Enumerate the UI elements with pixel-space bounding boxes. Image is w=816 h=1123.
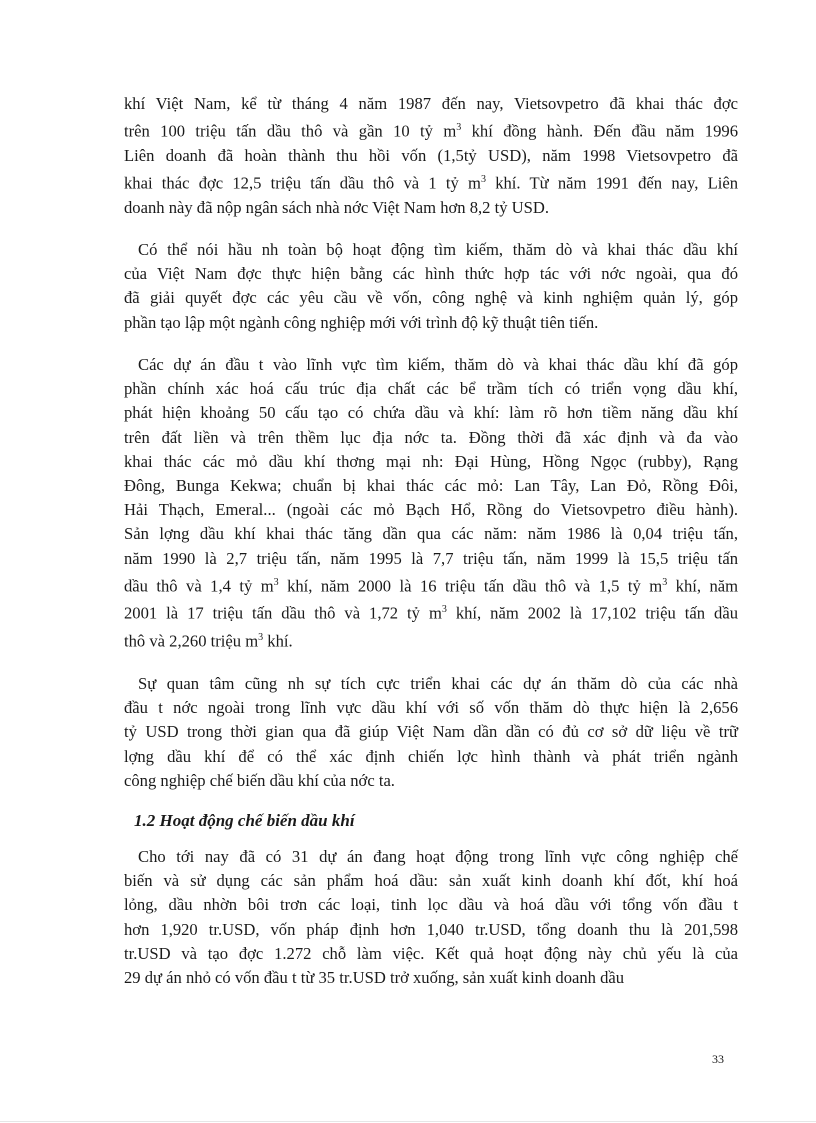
text-line: Có thể nói hầu nh toàn bộ hoạt động tìm kiếm, thăm dò và khai thác dầu khí xyxy=(138,240,738,260)
text-line: Cho tới nay đã có 31 dự án đang hoạt động trong lĩnh vực công nghiệp chế xyxy=(138,846,738,866)
text-line: đã giải quyết đợc các yêu cầu về vốn, công nghệ và kinh nghiệm quản lý, góp xyxy=(124,288,738,308)
text-line: Hải Thạch, Emeral... (ngoài các mỏ Bạch Hổ, Rồng do Vietsovpetro điều hành). xyxy=(124,500,738,520)
text-line: Liên doanh đã hoàn thành thu hồi vốn (1,5tỷ USD), năm 1998 Vietsovpetro đã xyxy=(124,145,738,165)
paragraph xyxy=(124,238,738,335)
text-line: khai thác các mỏ dầu khí thơng mại nh: Đại Hùng, Hồng Ngọc (rubby), Rạng xyxy=(124,451,738,471)
text-line: 29 dự án nhỏ có vốn đầu t từ 35 tr.USD trở xuống, sản xuất kinh doanh dầu xyxy=(124,967,625,987)
text-line: trên đất liền và trên thềm lục địa nớc ta. Đồng thời đã xác định và đa vào xyxy=(124,427,738,447)
text-line: năm 1990 là 2,7 triệu tấn, năm 1995 là 7,7 triệu tấn, năm 1999 là 15,5 triệu tấn xyxy=(124,548,738,568)
text-line: phần tạo lập một ngành công nghiệp mới với trình độ kỹ thuật tiên tiến. xyxy=(124,312,599,332)
text-line: công nghiệp chế biến dầu khí của nớc ta. xyxy=(124,770,395,790)
text-line: Đông, Bunga Kekwa; chuẩn bị khai thác các mỏ: Lan Tây, Lan Đỏ, Rồng Đôi, xyxy=(124,475,738,495)
document-body xyxy=(124,92,738,1008)
text-line: tr.USD và tạo đợc 1.272 chỗ làm việc. Kết quả hoạt động này chủ yếu là của xyxy=(124,943,738,963)
text-line: lỏng, dầu nhờn bôi trơn các loại, tinh lọc dầu và hoá dầu với tổng vốn đầu t xyxy=(124,895,738,915)
paragraph xyxy=(124,353,738,654)
text-line: phát hiện khoảng 50 cấu tạo có chứa dầu và khí: làm rõ hơn tiềm năng dầu khí xyxy=(124,403,738,423)
text-line: phần chính xác hoá cấu trúc địa chất các bể trầm tích có triển vọng dầu khí, xyxy=(124,379,738,399)
page-number: 33 xyxy=(712,1052,724,1066)
text-line: lợng dầu khí để có thể xác định chiến lợc hình thành và phát triển ngành xyxy=(124,746,738,766)
text-line: khai thác đợc 12,5 triệu tấn dầu thô và 1 tỷ $m^3$ khí. Từ năm 1991 đến nay, Liên xyxy=(124,173,738,193)
text-line: hơn 1,920 tr.USD, vốn pháp định hơn 1,040 tr.USD, tổng doanh thu là 201,598 xyxy=(124,919,738,939)
text-line: Sự quan tâm cũng nh sự tích cực triển khai các dự án thăm dò của các nhà xyxy=(138,673,738,693)
paragraph xyxy=(124,92,738,220)
text-line: dầu thô và 1,4 tỷ $m^3$ khí, năm 2000 là 16 triệu tấn dầu thô và 1,5 tỷ $m^3$ khí, năm xyxy=(124,576,739,596)
paragraph xyxy=(124,672,738,793)
text-line: doanh này đã nộp ngân sách nhà nớc Việt Nam hơn 8,2 tỷ USD. xyxy=(124,197,550,217)
text-line: biến và sử dụng các sản phẩm hoá dầu: sản xuất kinh doanh khí đốt, khí hoá xyxy=(124,871,738,891)
text-line: khí Việt Nam, kể từ tháng 4 năm 1987 đến nay, Vietsovpetro đã khai thác đợc xyxy=(124,94,738,113)
text-line: trên 100 triệu tấn dầu thô và gần 10 tỷ $m^3$ khí đồng hành. Đến đầu năm 1996 xyxy=(124,121,738,141)
section-heading: 1.2 Hoạt động chế biến dầu khí xyxy=(134,810,355,830)
text-line: của Việt Nam đợc thực hiện bằng các hình thức hợp tác với nớc ngoài, qua đó xyxy=(124,264,738,284)
paragraph xyxy=(124,845,738,990)
page-bottom-edge xyxy=(0,1121,816,1122)
text-line: đầu t nớc ngoài trong lĩnh vực dầu khí với số vốn thăm dò thực hiện là 2,656 xyxy=(124,698,738,718)
text-line: tỷ USD trong thời gian qua đã giúp Việt Nam dần dần có đủ cơ sở dữ liệu về trữ xyxy=(124,722,738,742)
text-line: Sản lợng dầu khí khai thác tăng dần qua các năm: năm 1986 là 0,04 triệu tấn, xyxy=(124,524,738,544)
text-line: thô và 2,260 triệu $m^3$ khí. xyxy=(124,631,293,651)
text-line: 2001 là 17 triệu tấn dầu thô và 1,72 tỷ $m^3$ khí, năm 2002 là 17,102 triệu tấn dầu xyxy=(124,603,738,623)
text-line: Các dự án đầu t vào lĩnh vực tìm kiếm, thăm dò và khai thác dầu khí đã góp xyxy=(138,354,738,374)
